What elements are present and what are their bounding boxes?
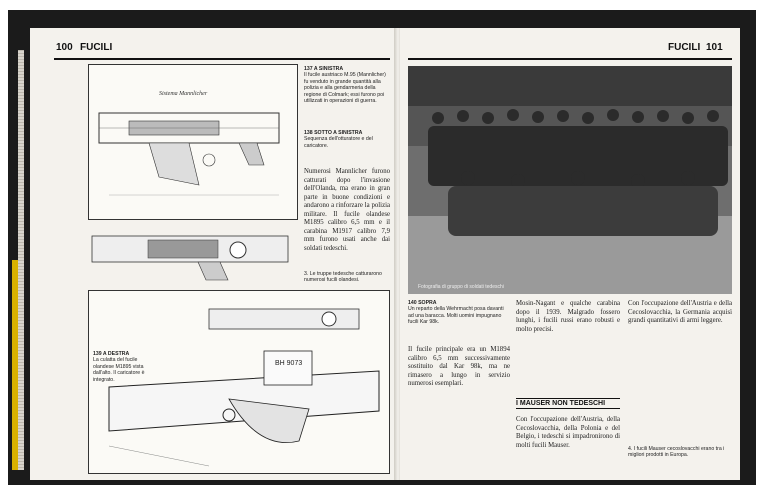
rifle-breech-illustration	[88, 290, 390, 474]
caption-139	[93, 351, 157, 383]
right-col3-text: Con l'occupazione dell'Austria e della Cecoslovacchia, la Germania acquisì grandi quantitativi di armi leggere.	[628, 300, 732, 324]
right-header-rule	[408, 58, 732, 60]
caption-139-heading: 139 A DESTRA	[93, 351, 130, 357]
left-caption-footnote: 3. Le truppe tedesche catturarono numerosi fucili olandesi.	[304, 271, 382, 284]
right-col2-text: Mosin-Nagant e qualche carabina dopo il 1939. Malgrado fossero lunghi, i fucili russi erano robusti e molto precisi.	[516, 300, 620, 333]
caption-138-text: Sequenza dell'otturatore e del caricatore.	[304, 136, 373, 149]
illustration-label: Sistema Mannlicher	[159, 91, 208, 97]
caption-138	[304, 130, 390, 149]
caption-140-heading: 140 SOPRA	[408, 300, 437, 306]
photo-label: Fotografia di gruppo di soldati tedeschi	[418, 284, 504, 290]
caption-139-text: La culatta del fucile olandese M1895 vista dall'alto. Il caricatore è integrato.	[93, 357, 145, 383]
book	[8, 10, 756, 485]
left-page-number: 100	[56, 42, 73, 53]
left-header-rule	[54, 58, 390, 60]
caption-140-text: Un reparto della Wehrmacht posa davanti ad una baracca. Molti uomini impugnano fucili Kar 98k.	[408, 306, 504, 326]
mannlicher-illustration	[88, 64, 298, 220]
caption-138-heading: 138 SOTTO A SINISTRA	[304, 130, 363, 136]
page-edges	[18, 50, 24, 470]
left-running-title: FUCILI	[80, 42, 113, 53]
left-page	[30, 28, 396, 480]
right-page	[400, 28, 740, 480]
caption-137	[304, 66, 390, 104]
right-page-number: 101	[706, 42, 723, 53]
caption-140	[408, 300, 508, 326]
right-footnote: 4. I fucili Mauser cecoslovacchi erano tra i migliori prodotti in Europa.	[628, 446, 725, 459]
caption-137-text: Il fucile austriaco M.95 (Mannlicher) fu venduto in grande quantità alla polizia e alla gendarmeria della regione di Colmark; essi furono poi utilizzati in operazioni di guerra.	[304, 72, 386, 105]
soldiers-photo-image	[408, 66, 732, 294]
section-text: Con l'occupazione dell'Austria, della Cecoslovacchia, della Polonia e del Belgio, i tedeschi si impadronirono di molti fucili Mauser.	[516, 416, 620, 449]
caption-137-heading: 137 A SINISTRA	[304, 66, 344, 72]
right-col1-text: Il fucile principale era un M1894 calibro 6,5 mm successivamente sostituito dal Kar 98k, ma ne rimasero a lungo in servizio numerosi esemplari.	[408, 346, 510, 387]
section-heading: I MAUSER NON TEDESCHI	[516, 398, 620, 409]
left-body-text: Numerosi Mannlicher furono catturati dopo l'invasione dell'Olanda, ma erano in gran parte in buone condizioni e andarono a rinforzare la polizia militare. Il fucile olandese M1895 calibro 6,5 mm e il carabina M1917 calibro 7,9 mm furono usati anche dai soldati tedeschi.	[304, 168, 390, 252]
bolt-drawing	[88, 220, 298, 286]
stamp-text: BH 9073	[275, 360, 303, 367]
mannlicher-drawing	[89, 65, 297, 219]
bookmark-ribbon	[12, 260, 18, 470]
soldiers-photo	[408, 66, 732, 294]
right-running-title: FUCILI	[668, 42, 701, 53]
